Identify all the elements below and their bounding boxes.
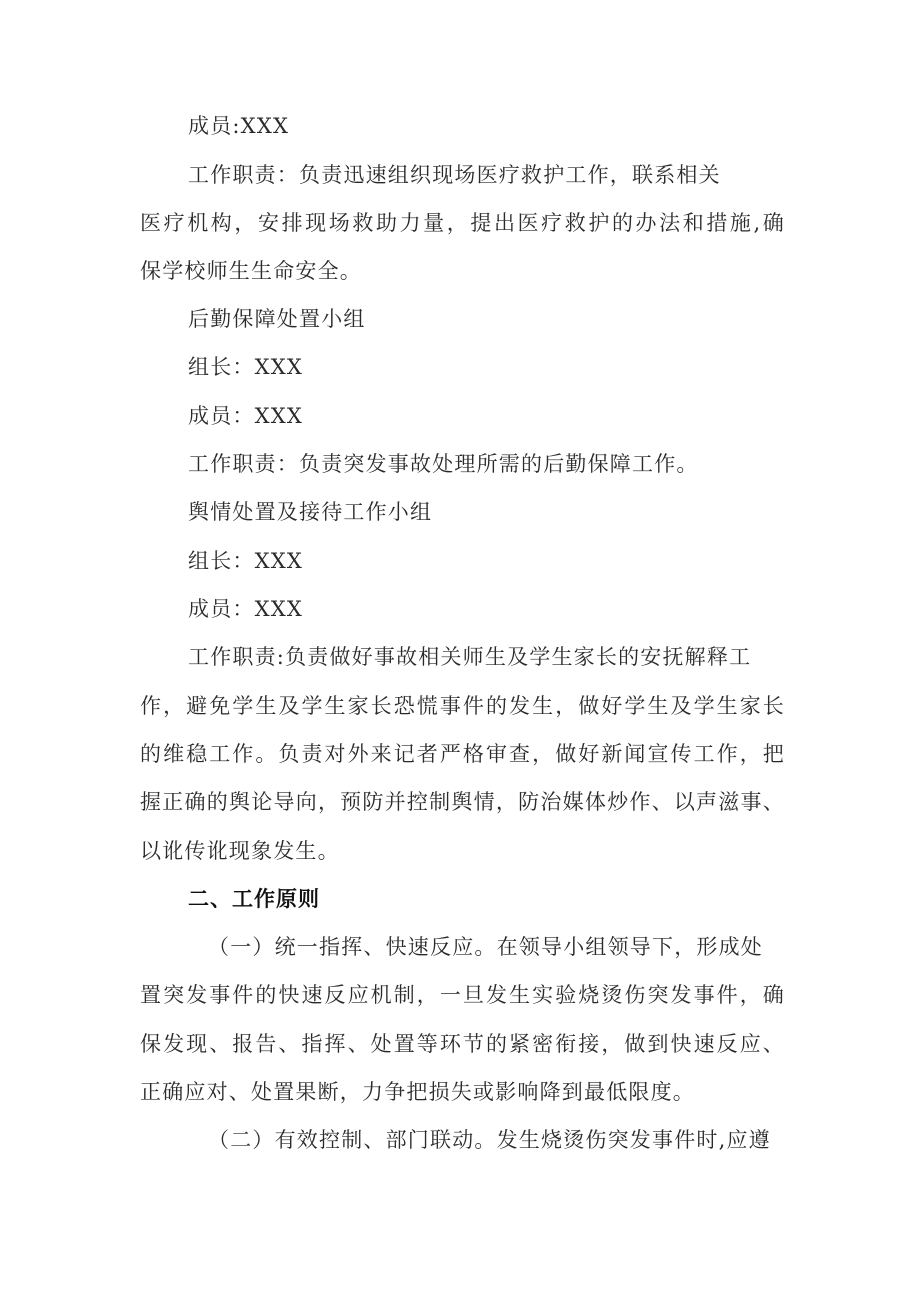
principle-1-line-2: 置突发事件的快速反应机制，一旦发生实验烧烫伤突发事件，确 bbox=[140, 983, 785, 1007]
duty-line-logistics: 工作职责：负责突发事故处理所需的后勤保障工作。 bbox=[188, 452, 699, 476]
principle-1-line-1: （一）统一指挥、快速反应。在领导小组领导下，形成处 bbox=[208, 935, 763, 959]
duty-line-medical-1: 工作职责：负责迅速组织现场医疗救护工作，联系相关 bbox=[188, 163, 721, 187]
member-line-public-opinion: 成员：XXX bbox=[188, 597, 304, 621]
group-title-logistics: 后勤保障处置小组 bbox=[188, 307, 366, 331]
member-line-medical: 成员:XXX bbox=[188, 114, 290, 138]
duty-line-public-opinion-2: 作，避免学生及学生家长恐慌事件的发生，做好学生及学生家长 bbox=[140, 694, 785, 718]
duty-line-public-opinion-5: 以讹传讹现象发生。 bbox=[140, 839, 340, 863]
duty-line-public-opinion-1: 工作职责:负责做好事故相关师生及学生家长的安抚解释工 bbox=[188, 645, 752, 669]
leader-line-logistics: 组长：XXX bbox=[188, 355, 304, 379]
principle-1-line-3: 保发现、报告、指挥、处置等环节的紧密衔接，做到快速反应、 bbox=[140, 1032, 785, 1056]
section-heading-principles: 二、工作原则 bbox=[188, 887, 320, 911]
duty-line-public-opinion-4: 握正确的舆论导向，预防并控制舆情，防治媒体炒作、以声滋事、 bbox=[140, 790, 785, 814]
group-title-public-opinion: 舆情处置及接待工作小组 bbox=[188, 500, 433, 524]
duty-line-public-opinion-3: 的维稳工作。负责对外来记者严格审查，做好新闻宣传工作，把 bbox=[140, 742, 785, 766]
duty-line-medical-2: 医疗机构，安排现场救助力量，提出医疗救护的办法和措施,确 bbox=[140, 211, 785, 235]
duty-line-medical-3: 保学校师生生命安全。 bbox=[140, 259, 362, 283]
member-line-logistics: 成员：XXX bbox=[188, 404, 304, 428]
leader-line-public-opinion: 组长：XXX bbox=[188, 549, 304, 573]
principle-2-line-1: （二）有效控制、部门联动。发生烧烫伤突发事件时,应遵 bbox=[208, 1128, 771, 1152]
principle-1-line-4: 正确应对、处置果断，力争把损失或影响降到最低限度。 bbox=[140, 1080, 695, 1104]
